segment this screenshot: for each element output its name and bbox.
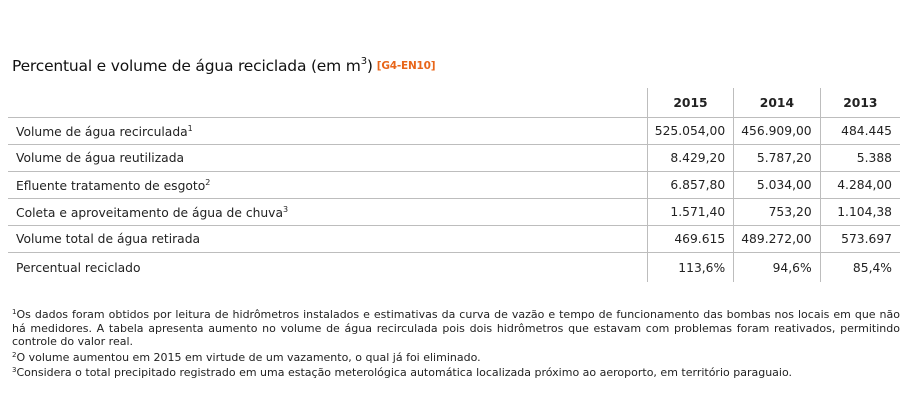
title-close: ): [366, 57, 373, 75]
table-title: [12, 56, 435, 75]
cell-2014: 5.034,00: [734, 172, 820, 199]
cell-2014: 94,6%: [734, 253, 820, 283]
cell-2013: 85,4%: [820, 253, 900, 283]
water-table: [8, 88, 900, 282]
row-note: 3: [283, 204, 289, 214]
row-label-text: Efluente tratamento de esgoto: [16, 178, 206, 193]
cell-2013: 5.388: [820, 145, 900, 172]
header-year-2015: 2015: [647, 88, 733, 118]
table-row: [8, 253, 900, 283]
table-header-row: [8, 88, 900, 118]
cell-2015: 1.571,40: [647, 199, 733, 226]
cell-2013: 484.445: [820, 118, 900, 145]
row-label-text: Coleta e aproveitamento de água de chuva: [16, 205, 283, 220]
footnote-3: [12, 364, 900, 380]
footnote-marker: 3: [12, 366, 17, 374]
row-label: [8, 253, 647, 283]
table-title-text: Percentual e volume de água reciclada (em m: [12, 57, 361, 75]
footnotes: [12, 306, 900, 380]
cell-2015: 113,6%: [647, 253, 733, 283]
row-note: 1: [187, 123, 193, 133]
footnote-text: Os dados foram obtidos por leitura de hidrômetros instalados e estimativas da curva de vazão e tempo de funcionamento das bombas nos locais em que não há medidores. A tabela apresenta aumento no volume de água recirculada pois dois hidrômetros que estavam com problemas foram reativados, permitindo controle do valor real.: [12, 308, 900, 348]
cell-2013: 1.104,38: [820, 199, 900, 226]
cell-2015: 6.857,80: [647, 172, 733, 199]
row-label-text: Percentual reciclado: [16, 260, 141, 275]
header-year-2013: 2013: [820, 88, 900, 118]
row-label: [8, 172, 647, 199]
cell-2015: 525.054,00: [647, 118, 733, 145]
row-label: [8, 199, 647, 226]
footnote-1: [12, 306, 900, 349]
row-label-text: Volume de água recirculada: [16, 124, 188, 139]
footnote-marker: 2: [12, 350, 17, 359]
row-label-text: Volume de água reutilizada: [16, 151, 185, 165]
gri-tag: [G4-EN10]: [376, 60, 436, 72]
footnote-text: Considera o total precipitado registrado em uma estação meterológica automática localizada próximo ao aeroporto, em território paraguaio.: [16, 366, 793, 379]
footnote-marker: 1: [12, 308, 17, 316]
cell-2014: 5.787,20: [734, 145, 820, 172]
cell-2013: 573.697: [820, 226, 900, 253]
cell-2014: 489.272,00: [734, 226, 820, 253]
row-note: 2: [205, 177, 211, 187]
table-row: [8, 145, 900, 172]
header-empty-cell: [8, 88, 647, 118]
cell-2015: 8.429,20: [647, 145, 733, 172]
footnote-text: O volume aumentou em 2015 em virtude de um vazamento, o qual já foi eliminado.: [16, 350, 481, 364]
table-row: [8, 226, 900, 253]
cell-2014: 456.909,00: [734, 118, 820, 145]
row-label-text: Volume total de água retirada: [16, 232, 201, 246]
row-label: [8, 226, 647, 253]
table-row: [8, 172, 900, 199]
table-row: [8, 199, 900, 226]
cell-2014: 753,20: [734, 199, 820, 226]
header-year-2014: 2014: [734, 88, 820, 118]
row-label: [8, 145, 647, 172]
cell-2015: 469.615: [647, 226, 733, 253]
footnote-2: [12, 349, 900, 365]
table-row: [8, 118, 900, 145]
cell-2013: 4.284,00: [820, 172, 900, 199]
title-superscript: 3: [360, 56, 367, 67]
row-label: [8, 118, 647, 145]
